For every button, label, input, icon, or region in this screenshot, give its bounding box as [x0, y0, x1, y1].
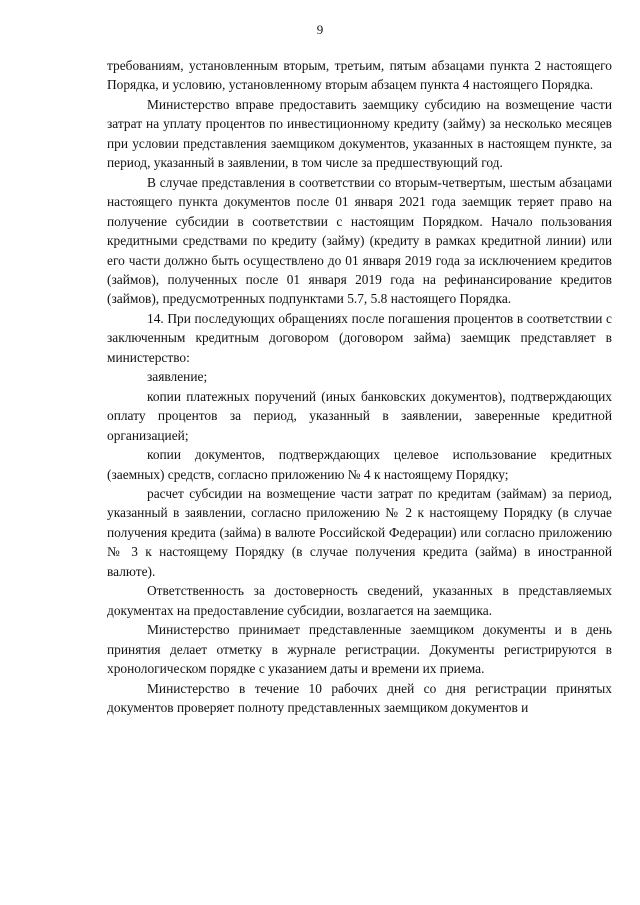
list-item-payment-orders: копии платежных поручений (иных банковских документов), подтверждающих оплату процентов за период, указанный в заявлении, заверенные кредитной организацией; [107, 388, 612, 443]
paragraph-review-period: Министерство в течение 10 рабочих дней со дня регистрации принятых документов проверяет полноту представленных заемщиком документов и [107, 680, 612, 715]
page-number: 9 [316, 22, 324, 37]
paragraph-clause-14: 14. При последующих обращениях после погашения процентов в соответствии с заключенным кредитным договором (договором займа) заемщик представляет в министерство: [107, 310, 612, 365]
paragraph-registration: Министерство принимает представленные заемщиком документы и в день принятия делает отметку в журнале регистрации. Документы регистрируются в хронологическом порядке с указанием даты и времени их приема. [107, 622, 612, 677]
list-item-application: заявление; [147, 369, 208, 385]
paragraph-subsidy-months: Министерство вправе предоставить заемщику субсидию на возмещение части затрат на уплату процентов по инвестиционному кредиту (займу) за несколько месяцев при условии представления заемщиком документов, указанных в настоящем пункте, за период, указанный в заявлении, в том числе за предшествующий год. [107, 96, 612, 171]
paragraph-continuation: требованиям, установленным вторым, третьим, пятым абзацами пункта 2 настоящего Порядка, и условию, установленному вторым абзацем пункта 4 настоящего Порядка. [107, 58, 612, 93]
list-item-target-use-docs: копии документов, подтверждающих целевое использование кредитных (заемных) средств, согласно приложению № 4 к настоящему Порядку; [107, 447, 612, 482]
paragraph-deadline-conditions: В случае представления в соответствии со вторым-четвертым, шестым абзацами настоящего пункта документов после 01 января 2021 года заемщик теряет право на получение субсидии в соответствии с настоящим Порядком. Начало пользования кредитными средствами по кредиту (займу) (кредиту в рамках кредитной линии) или его части должно быть осуществлено до 01 января 2019 года за исключением кредитов (займов), полученных после 01 января 2019 года на рефинансирование кредитов (займов), предусмотренных подпунктами 5.7, 5.8 настоящего Порядка. [107, 174, 612, 307]
paragraph-responsibility: Ответственность за достоверность сведений, указанных в представляемых документах на предоставление субсидии, возлагается на заемщика. [107, 583, 612, 618]
document-body [107, 56, 612, 717]
list-item-subsidy-calculation: расчет субсидии на возмещение части затрат по кредитам (займам) за период, указанный в заявлении, согласно приложению № 2 к настоящему Порядку (в случае получения кредита (займа) в валюте Российской Федерации) или согласно приложению № 3 к настоящему Порядку (в случае получения кредита (займа) в иностранной валюте). [107, 485, 612, 579]
